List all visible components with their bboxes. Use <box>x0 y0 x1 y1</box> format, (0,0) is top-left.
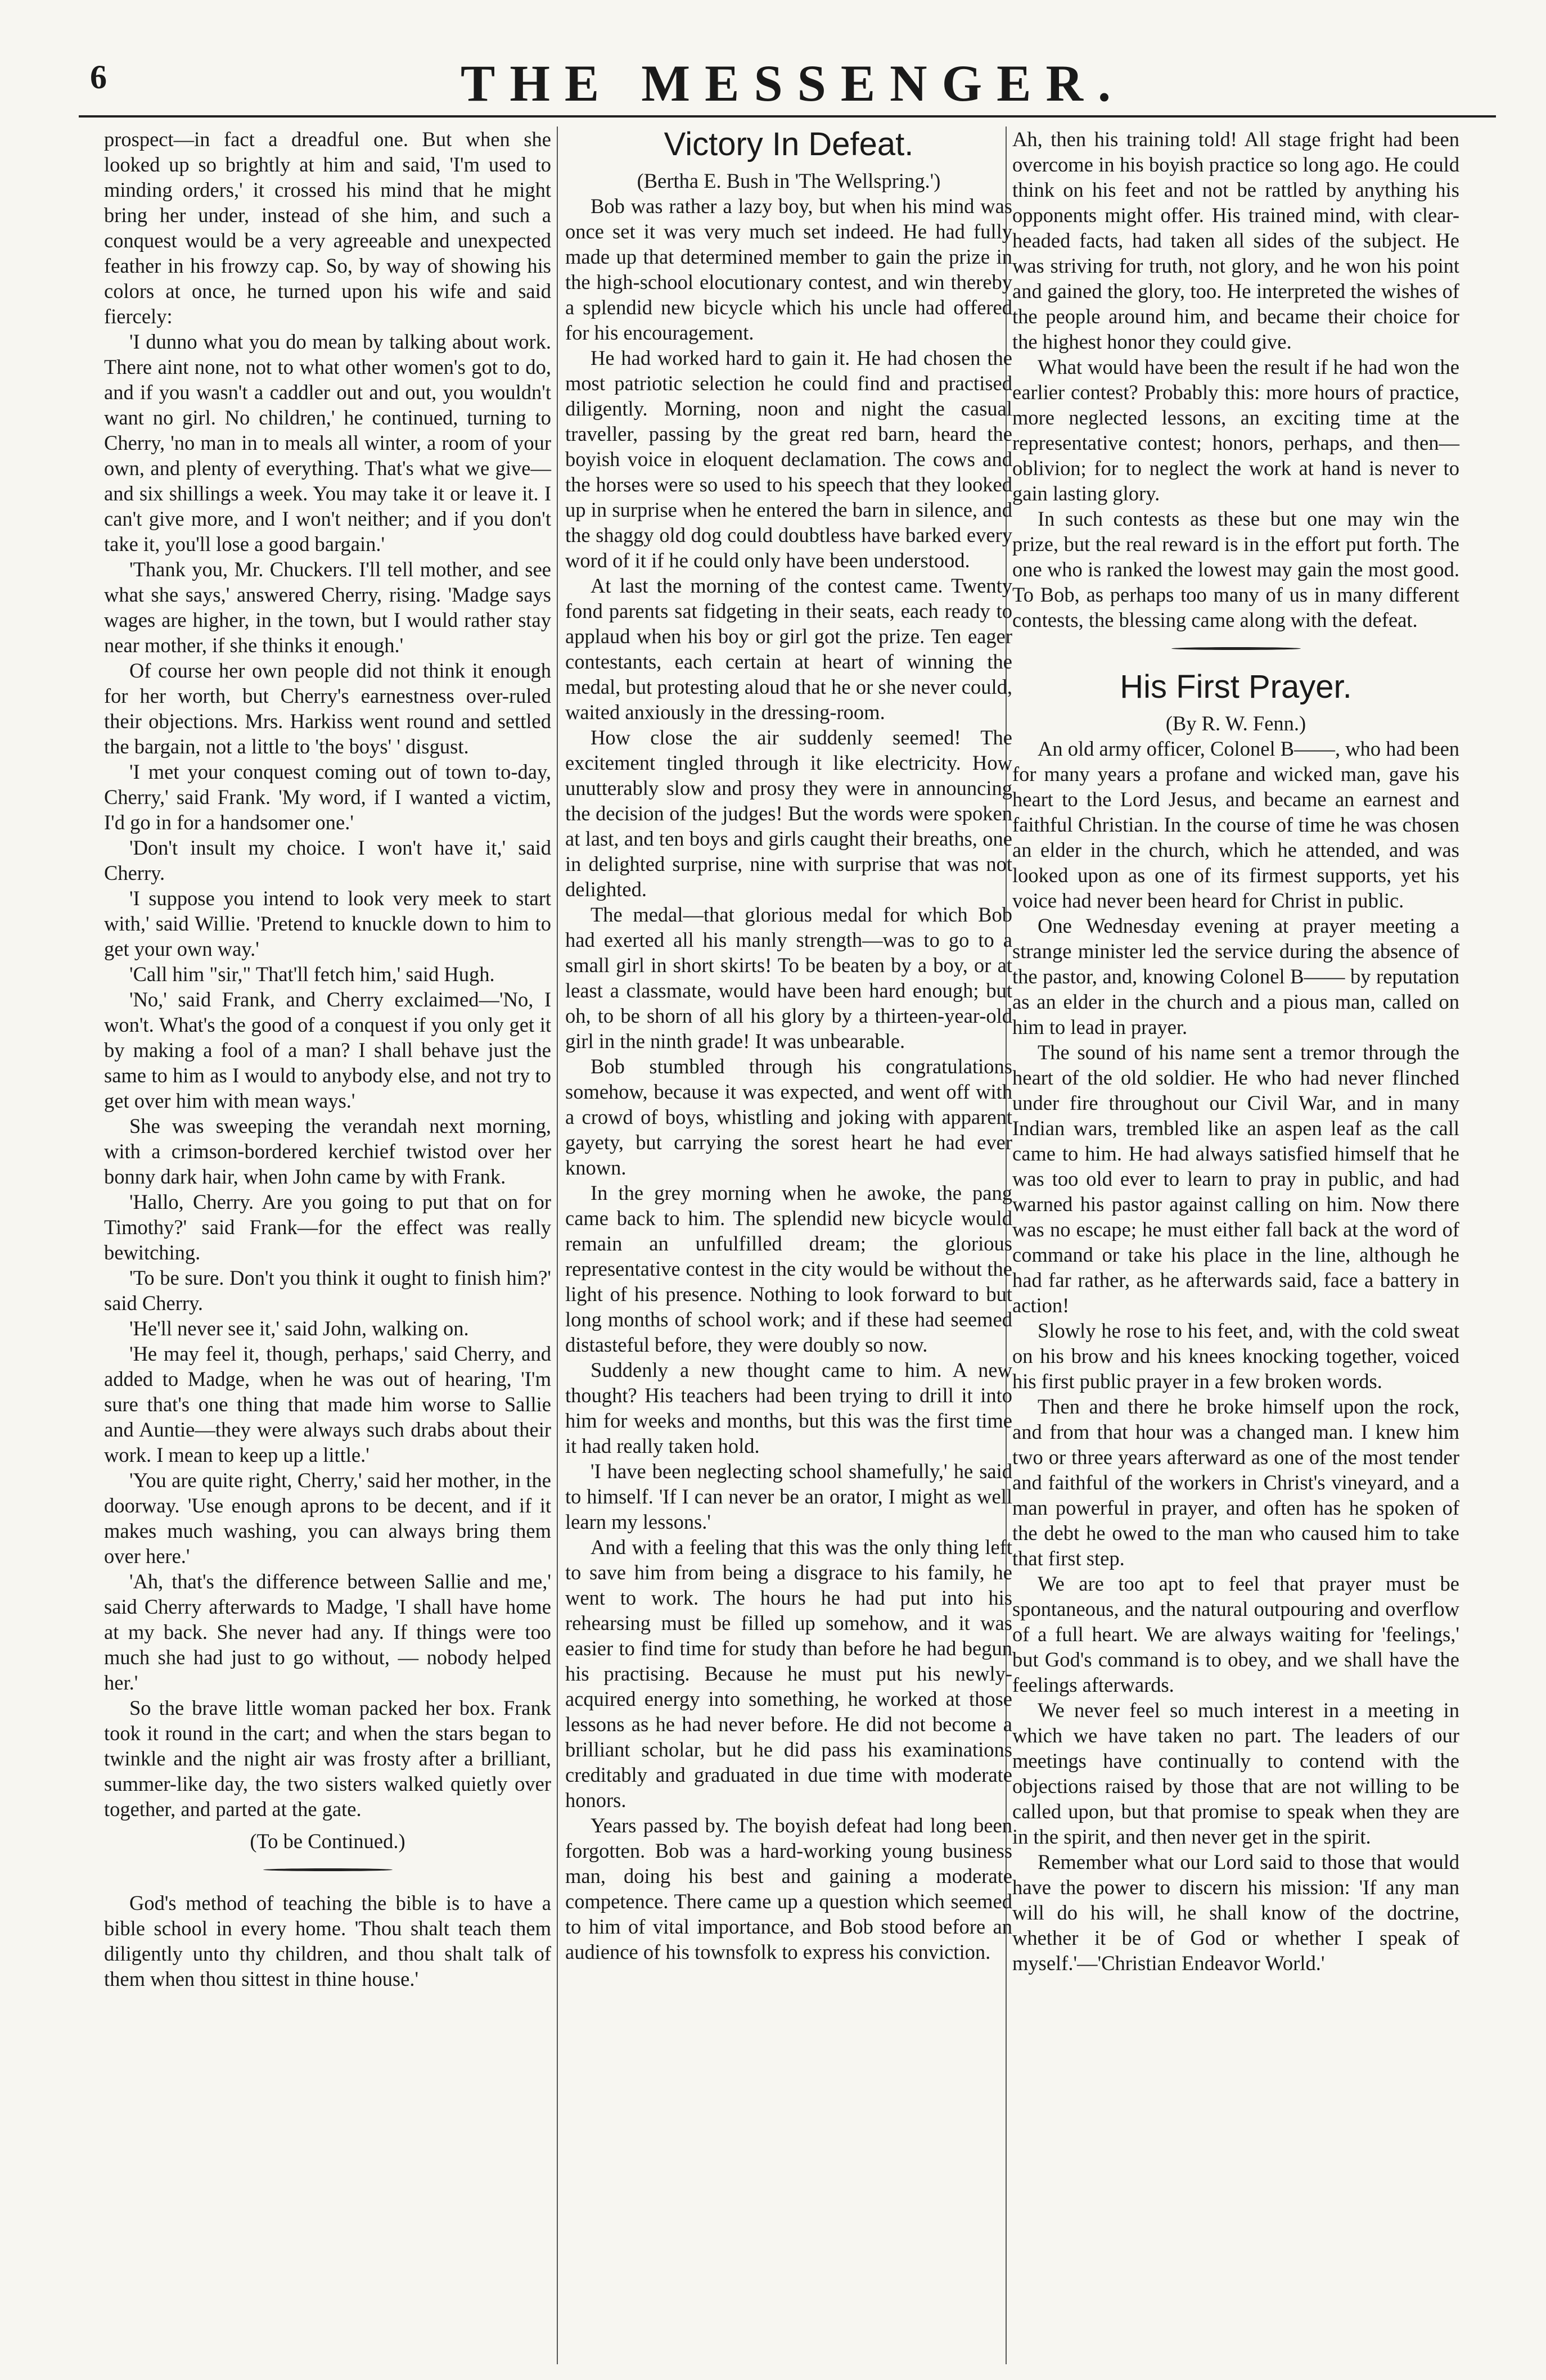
paragraph: Bob stumbled through his congratulations somehow, because it was expected, and went off with a crowd of boys, whistling and joking with apparent gayety, but carrying the sorest heart he had ever known. <box>565 1055 1012 1179</box>
paragraph: And with a feeling that this was the only thing left to save him from being a disgrace to his family, he went to work. The hours he had put into his rehearsing must be filled up somehow, and it was easier to find time for study than before he had begun his practising. Because he must put his newly-acquired energy into something, he worked at those lessons as he had never before. He did not become a brilliant scholar, but he did pass his examinations creditably and graduated in due time with moderate honors. <box>565 1536 1012 1812</box>
paragraph: Years passed by. The boyish defeat had long been forgotten. Bob was a hard-working young business man, doing his best and gaining a moderate competence. There came up a question which seemed to him of vital importance, and Bob stood before an audience of his townsfolk to express his conviction. <box>565 1814 1012 1963</box>
paragraph: 'Thank you, Mr. Chuckers. I'll tell mother, and see what she says,' answered Cherry, rising. 'Madge says wages are higher, in the town, but I would rather stay near mother, if she thinks it enough.' <box>104 558 551 657</box>
paragraph: 'He'll never see it,' said John, walking on. <box>129 1317 469 1340</box>
paragraph: He had worked hard to gain it. He had chosen the most patriotic selection he could find and practised diligently. Morning, noon and night the casual traveller, passing by the great red barn, heard the boyish voice in eloquent declamation. The cows and the horses were so used to his speech that they looked up in surprise when he entered the barn in silence, and the shaggy old dog could doubtless have barked every word of it if he could only have been understood. <box>565 346 1012 572</box>
paragraph: 'No,' said Frank, and Cherry exclaimed—'No, I won't. What's the good of a conquest if you only get it by making a fool of a man? I shall behave just the same to him as I would to anybody else, and not try to get over him with mean ways.' <box>104 988 551 1112</box>
paragraph: Ah, then his training told! All stage fright had been overcome in his boyish practice so long ago. He could think on his feet and not be rattled by anything his opponents might offer. His trained mind, with clear-headed facts, had taken all sides of the subject. He was striving for truth, not glory, and he won his point and gained the glory, too. He interpreted the wishes of the people around him, and became their choice for the highest honor they could give. <box>1012 128 1459 353</box>
paragraph: We are too apt to feel that prayer must be spontaneous, and the natural outpouring and overflow of a full heart. We are always waiting for 'feelings,' but God's command is to obey, and we shall have the feelings afterwards. <box>1012 1572 1459 1696</box>
paragraph: In the grey morning when he awoke, the pang came back to him. The splendid new bicycle would remain an unfulfilled dream; the glorious representative contest in the city would be without the light of his presence. Nothing to look forward to but long months of school work; and if these had seemed distasteful before, they were doubly so now. <box>565 1181 1012 1356</box>
byline: (Bertha E. Bush in 'The Wellspring.') <box>637 169 941 192</box>
column-1 <box>104 127 551 1991</box>
paragraph: 'I have been neglecting school shamefully,' he said to himself. 'If I can never be an orator, I might as well learn my lessons.' <box>565 1460 1012 1533</box>
paragraph: She was sweeping the verandah next morning, with a crimson-bordered kerchief twistod over her bonny dark hair, when John came by with Frank. <box>104 1114 551 1188</box>
paragraph: prospect—in fact a dreadful one. But when she looked up so brightly at him and said, 'I'm used to minding orders,' it crossed his mind that he might bring her under, instead of she him, and such a conquest would be a very agreeable and unexpected feather in his frowzy cap. So, by way of showing his colors at once, he turned upon his wife and said fiercely: <box>104 128 551 328</box>
header-rule <box>79 115 1496 118</box>
paragraph: Suddenly a new thought came to him. A new thought? His teachers had been trying to drill it into him for weeks and months, but this was the first time it had really taken hold. <box>565 1358 1012 1457</box>
article-title: Victory In Defeat. <box>664 126 914 162</box>
paragraph: 'Call him "sir," That'll fetch him,' said Hugh. <box>129 963 495 986</box>
column-3 <box>1012 127 1459 1976</box>
paragraph: How close the air suddenly seemed! The excitement tingled through it like electricity. How unutterably slow and prosy they were in announcing the decision of the judges! But the words were spoken at last, and ten boys and girls caught their breaths, one in delighted surprise, nine with surprise that was not delighted. <box>565 726 1012 901</box>
paragraph: 'To be sure. Don't you think it ought to finish him?' said Cherry. <box>104 1266 551 1315</box>
paragraph: The medal—that glorious medal for which Bob had exerted all his manly strength—was to go to a small girl in short skirts! To be beaten by a boy, or at least a classmate, would have been hard enough; but oh, to be shorn of all his glory by a thirteen-year-old girl in the ninth grade! It was unbearable. <box>565 903 1012 1053</box>
column-rule <box>557 127 558 2364</box>
paragraph: At last the morning of the contest came. Twenty fond parents sat fidgeting in their seats, each ready to applaud when his boy or girl got the prize. Ten eager contestants, each certain at heart of winning the medal, but protesting aloud that he or she never could, waited anxiously in the dressing-room. <box>565 574 1012 724</box>
paragraph: We never feel so much interest in a meeting in which we have taken no part. The leaders of our meetings have continually to contend with the objections raised by those that are not willing to be called upon, but that promise to speak when they are in the spirit, and then never get in the spirit. <box>1012 1699 1459 1848</box>
paragraph: Bob was rather a lazy boy, but when his mind was once set it was very much set indeed. He had fully made up that determined member to gain the prize in the high-school elocutionary contest, and win thereby a splendid new bicycle which his uncle had offered for his encouragement. <box>565 195 1012 344</box>
paragraph: Remember what our Lord said to those that would have the power to discern his mission: 'If any man will do his will, he shall know of the doctrine, whether it be of God or whether I speak of myself.'—'Christian Endeavor World.' <box>1012 1850 1459 1975</box>
paragraph: 'I dunno what you do mean by talking about work. There aint none, not to what other women's got to do, and if you wasn't a caddler out and out, you wouldn't want no girl. No children,' he continued, turning to Cherry, 'no man in to meals all winter, a room of your own, and plenty of everything. That's what we give—and six shillings a week. You may take it or leave it. I can't give more, and I won't neither; and if you don't take it, you'll lose a good bargain.' <box>104 330 551 556</box>
paragraph: Then and there he broke himself upon the rock, and from that hour was a changed man. I knew him two or three years afterward as one of the most tender and faithful of the workers in Christ's vineyard, and a man powerful in prayer, and often has he spoken of the debt he owed to the man who caused him to take that first step. <box>1012 1395 1459 1570</box>
paragraph: 'Don't insult my choice. I won't have it,' said Cherry. <box>104 836 551 884</box>
paragraph: 'Ah, that's the difference between Sallie and me,' said Cherry afterwards to Madge, 'I shall have home at my back. She never had any. If things were too much she had just to go without, — nobody helped her.' <box>104 1570 551 1694</box>
masthead: THE MESSENGER. <box>461 55 1125 112</box>
paragraph: In such contests as these but one may win the prize, but the real reward is in the effort put forth. The one who is ranked the lowest may gain the most good. To Bob, as perhaps too many of us in many different contests, the blessing came along with the defeat. <box>1012 507 1459 631</box>
divider-ornament <box>263 1868 393 1871</box>
paragraph: 'He may feel it, though, perhaps,' said Cherry, and added to Madge, when he was out of hearing, 'I'm sure that's one thing that made him worse to Sallie and Auntie—they were always such drabs about their work. I mean to keep up a little.' <box>104 1342 551 1466</box>
paragraph: What would have been the result if he had won the earlier contest? Probably this: more hours of practice, more neglected lessons, an exciting time at the representative contest; honors, perhaps, and then—oblivion; for to neglect the work at hand is never to gain lasting glory. <box>1012 355 1459 505</box>
divider-ornament <box>1171 647 1301 650</box>
paragraph: An old army officer, Colonel B——, who had been for many years a profane and wicked man, gave his heart to the Lord Jesus, and became an earnest and faithful Christian. In the course of time he was chosen an elder in the church, which he attended, and was looked upon as one of its firmest supports, yet his voice had never been heard for Christ in public. <box>1012 737 1460 912</box>
paragraph: One Wednesday evening at prayer meeting a strange minister led the service during the absence of the pastor, and, knowing Colonel B—— by reputation as an elder in the church and a pious man, called on him to lead in prayer. <box>1012 914 1459 1038</box>
paragraph: Of course her own people did not think it enough for her worth, but Cherry's earnestness over-ruled their objections. Mrs. Harkiss went round and settled the bargain, not a little to 'the boys' ' disgust. <box>104 659 551 758</box>
column-2 <box>565 127 1012 1964</box>
paragraph: 'I met your conquest coming out of town to-day, Cherry,' said Frank. 'My word, if I wanted a victim, I'd go in for a handsomer one.' <box>104 760 551 834</box>
page-number: 6 <box>90 58 107 96</box>
page-header <box>79 53 1507 112</box>
paragraph: 'I suppose you intend to look very meek to start with,' said Willie. 'Pretend to knuckle down to him to get your own way.' <box>104 887 551 960</box>
paragraph: 'You are quite right, Cherry,' said her mother, in the doorway. 'Use enough aprons to be decent, and if it makes much washing, you can always bring them over here.' <box>104 1469 551 1568</box>
paragraph: So the brave little woman packed her box. Frank took it round in the cart; and when the stars began to twinkle and the night air was frosty after a brilliant, summer-like day, the two sisters walked quietly over together, and parted at the gate. <box>104 1696 551 1821</box>
filler-paragraph: God's method of teaching the bible is to have a bible school in every home. 'Thou shalt teach them diligently unto thy children, and thou shalt talk of them when thou sittest in thine house.' <box>104 1891 551 1990</box>
paragraph: The sound of his name sent a tremor through the heart of the old soldier. He who had never flinched under fire throughout our Civil War, and in many Indian wars, trembled like an aspen leaf as the call came to him. He had always satisfied himself that he was too old ever to learn to pray in public, and had warned his pastor against calling on him. Now there was no escape; he must either fall back at the word of command or take his place in the line, although he had far rather, as he afterwards said, face a battery in action! <box>1012 1041 1459 1317</box>
to-be-continued: (To be Continued.) <box>250 1830 405 1853</box>
paragraph: Slowly he rose to his feet, and, with the cold sweat on his brow and his knees knocking together, voiced his first public prayer in a few broken words. <box>1012 1319 1459 1393</box>
paragraph: 'Hallo, Cherry. Are you going to put that on for Timothy?' said Frank—for the effect was really bewitching. <box>104 1190 551 1264</box>
article-title: His First Prayer. <box>1120 669 1352 705</box>
byline: (By R. W. Fenn.) <box>1165 712 1306 735</box>
